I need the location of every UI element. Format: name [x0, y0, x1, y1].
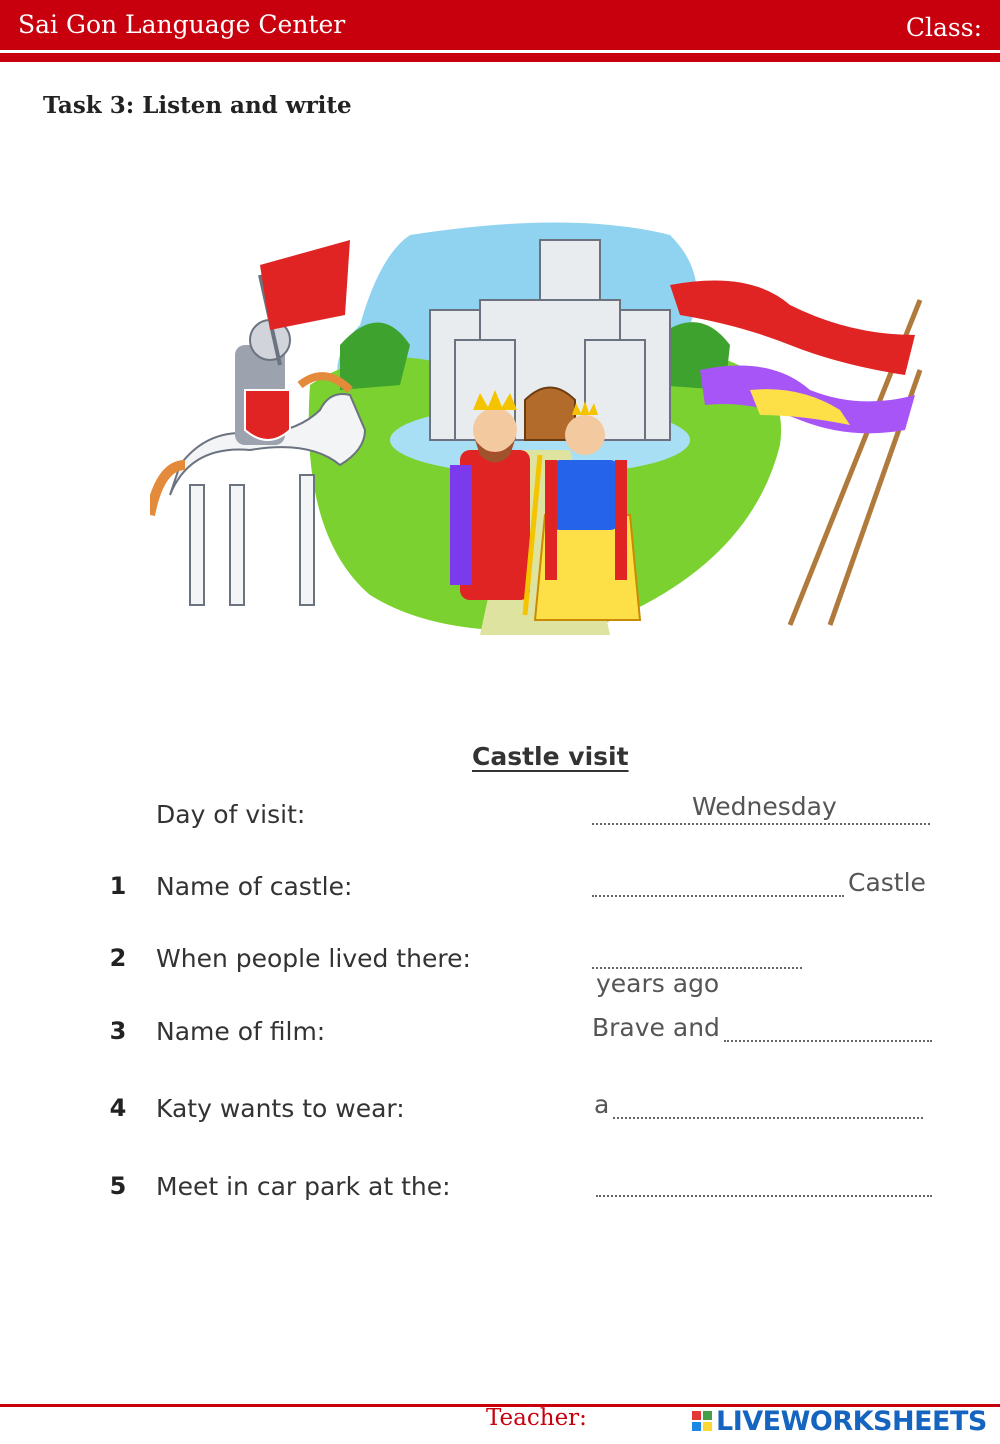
- row-label: Name of castle:: [156, 872, 353, 901]
- worksheet-title: Castle visit: [472, 742, 629, 771]
- row-number: 4: [109, 1094, 127, 1122]
- task-title: Task 3: Listen and write: [43, 92, 352, 119]
- row-when-people-lived: [0, 940, 1000, 998]
- teacher-label: Teacher:: [486, 1405, 587, 1431]
- answer-prefix: Brave and: [592, 1013, 720, 1042]
- center-name: Sai Gon Language Center: [18, 10, 346, 39]
- row-label: Katy wants to wear:: [156, 1094, 405, 1123]
- header-bar: [0, 0, 1000, 50]
- row-day-of-visit: [0, 792, 1000, 836]
- answer-line[interactable]: [613, 1093, 923, 1119]
- bush-left: [340, 323, 410, 391]
- row-meet-in-car-park: [0, 1168, 1000, 1208]
- answer-prefix: a: [594, 1090, 610, 1119]
- header-divider: [0, 53, 1000, 62]
- answer-day-of-visit[interactable]: [592, 792, 932, 836]
- answer-line[interactable]: [596, 1171, 932, 1197]
- answer-katy-wants-to-wear[interactable]: [592, 1090, 932, 1130]
- liveworksheets-brand[interactable]: [692, 1405, 987, 1437]
- class-label: Class:: [905, 13, 982, 42]
- row-label: Name of film:: [156, 1017, 326, 1046]
- answer-meet-in-car-park[interactable]: [592, 1168, 932, 1208]
- answer-suffix: Castle: [848, 868, 926, 897]
- row-label: Day of visit:: [156, 800, 306, 829]
- filled-answer: Wednesday: [692, 792, 837, 821]
- liveworksheets-logo-icon: [692, 1411, 712, 1431]
- answer-when-people-lived[interactable]: [592, 940, 932, 998]
- row-name-of-castle: [0, 868, 1000, 908]
- row-number: 5: [109, 1172, 127, 1200]
- answer-name-of-film[interactable]: [592, 1013, 932, 1053]
- answer-line[interactable]: [592, 943, 802, 969]
- row-name-of-film: [0, 1013, 1000, 1053]
- knight-on-horse: [150, 240, 365, 605]
- brand-name: LIVEWORKSHEETS: [716, 1405, 987, 1437]
- answer-suffix: years ago: [596, 969, 720, 998]
- row-label: Meet in car park at the:: [156, 1172, 451, 1201]
- answer-line[interactable]: [592, 871, 844, 897]
- answer-name-of-castle[interactable]: [592, 868, 932, 908]
- row-label: When people lived there:: [156, 944, 471, 973]
- row-number: 2: [109, 944, 127, 972]
- row-number: 3: [109, 1017, 127, 1045]
- answer-line: [592, 792, 930, 825]
- row-katy-wants-to-wear: [0, 1090, 1000, 1130]
- answer-line[interactable]: [724, 1016, 932, 1042]
- row-number: 1: [109, 872, 127, 900]
- castle-illustration: [150, 215, 940, 645]
